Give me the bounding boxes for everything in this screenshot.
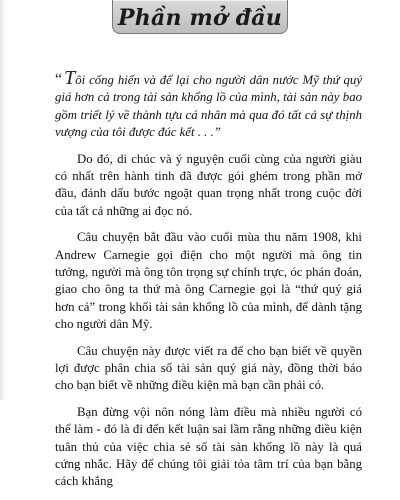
page-body: [55, 67, 362, 500]
paragraph-1: Do đó, di chúc và ý nguyện cuối cùng của người giàu có nhất trên hành tinh đã được gói ghém trong phần mở đầu, đánh dấu bước ngoặt quan trọng nhất trong cuộc đời của tất cả những ai đọc nó.: [55, 151, 362, 218]
opening-quote: [55, 67, 362, 141]
paragraph-4: Bạn đừng vội nôn nóng làm điều mà nhiều người có thể làm - đó là đi đến kết luận sai lầm rằng những điều kiện tuân thủ của việc chia sẻ số tài sản khổng lồ này là quá cứng nhắc. Hãy để chúng tôi giải tỏa tâm trí của bạn bằng cách khẳng: [55, 405, 362, 489]
quote-dropcap: T: [64, 67, 76, 89]
page-edge-shadow: [0, 0, 6, 400]
open-quote-mark: “: [55, 71, 63, 88]
chapter-title: Phần mở đầu: [118, 5, 282, 31]
chapter-title-tab: [112, 0, 288, 34]
paragraph-3: Câu chuyện này được viết ra để cho bạn biết về quyền lợi được phân chia số tài sản quý giá này, đồng thời báo cho bạn biết về những điều kiện mà bạn cần phải có.: [55, 343, 362, 393]
quote-text: ôi cống hiến và để lại cho người dân nước Mỹ thứ quý giá hơn cả trong tài sản khổng lồ của mình, tài sản này bao gồm triết lý về thành tựu cá nhân mà qua đó tất cả sự thịnh vượng của tôi được đúc kết . . .”: [55, 73, 362, 139]
paragraph-2: Câu chuyện bắt đầu vào cuối mùa thu năm 1908, khi Andrew Carnegie gọi điện cho một người mà ông tin tưởng, người mà ông tôn trọng sự chính trực, óc phán đoán, giao cho ông ta thứ mà ông Carnegie gọi là “thứ quý giá hơn cả” trong khối tài sản khổng lồ của mình, để dành tặng cho người dân Mỹ.: [55, 230, 362, 331]
